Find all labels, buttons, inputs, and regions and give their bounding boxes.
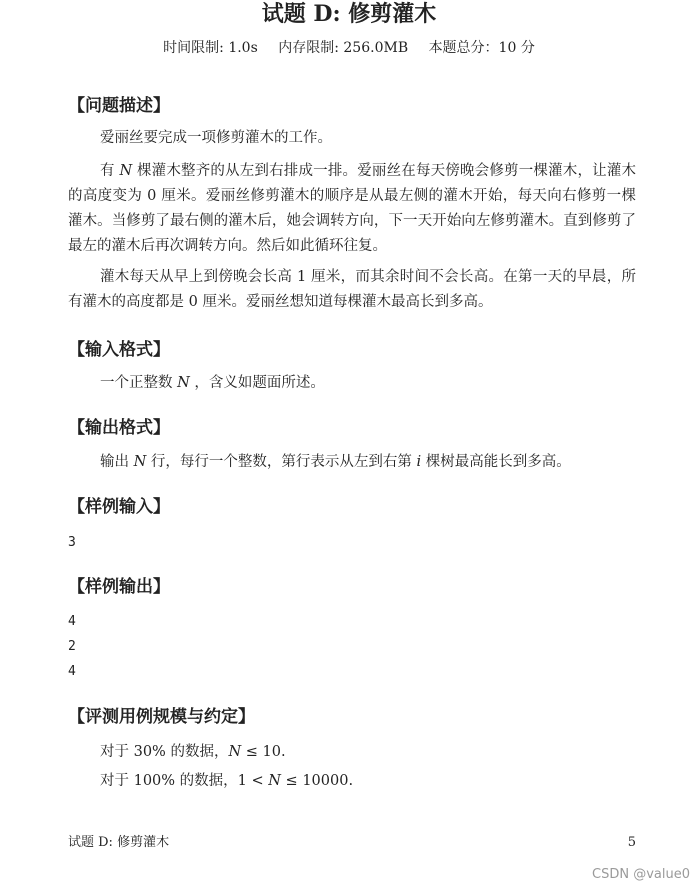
constraints-heading: 【评测用例规模与约定】 [68, 707, 255, 727]
var-n: N [268, 773, 281, 789]
sample-input-block [68, 530, 76, 555]
page-number: 5 [627, 835, 636, 850]
description-paragraph-1: 爱丽丝要完成一项修剪灌木的工作。 [100, 130, 332, 146]
var-i: i [416, 454, 422, 470]
constraint-line-1: 对于 30% 的数据，N ≤ 10. [100, 744, 286, 760]
problem-title: 试题 D: 修剪灌木 [261, 1, 437, 27]
total-score: 本题总分：10 分 [428, 40, 535, 56]
description-heading: 【问题描述】 [68, 96, 170, 116]
footer-title: 试题 D: 修剪灌木 [68, 835, 170, 850]
output-format-text: 输出 N 行，每行一个整数，第行表示从左到右第 i 棵树最高能长到多高。 [100, 454, 571, 470]
sample-output-line: 4 [68, 664, 76, 679]
var-n: N [177, 375, 190, 391]
memory-limit: 内存限制: 256.0MB [278, 40, 409, 56]
sample-input-heading: 【样例输入】 [68, 497, 170, 517]
sample-output-heading: 【样例输出】 [68, 577, 170, 597]
var-n: N [133, 454, 147, 470]
constraint-line-2: 对于 100% 的数据，1 < N ≤ 10000. [100, 773, 354, 789]
var-n: N [119, 163, 133, 179]
time-limit: 时间限制: 1.0s [163, 40, 258, 56]
sample-output-block [68, 609, 76, 684]
limits-bar [0, 38, 698, 58]
output-format-heading: 【输出格式】 [68, 418, 170, 438]
description-paragraph-2: 有 N 棵灌木整齐的从左到右排成一排。爱丽丝在每天傍晚会修剪一棵灌木，让灌木的高度变为 0 厘米。爱丽丝修剪灌木的顺序是从最左侧的灌木开始，每天向右修剪一棵灌木。当修剪了最右侧的灌木后，她会调转方向，下一天开始向左修剪灌木。直到修剪了最左的灌木后再次调转方向。然后如此循环往复。 [68, 163, 637, 254]
var-n: N [228, 744, 242, 760]
watermark: CSDN @value0 [592, 867, 690, 882]
sample-output-line: 4 [68, 614, 76, 629]
input-format-heading: 【输入格式】 [68, 340, 170, 360]
sample-output-line: 2 [68, 639, 76, 654]
description-paragraph-3: 灌木每天从早上到傍晚会长高 1 厘米，而其余时间不会长高。在第一天的早晨，所有灌木的高度都是 0 厘米。爱丽丝想知道每棵灌木最高长到多高。 [68, 269, 636, 310]
input-format-text: 一个正整数 N ，含义如题面所述。 [100, 375, 325, 391]
sample-input-line: 3 [68, 535, 76, 550]
